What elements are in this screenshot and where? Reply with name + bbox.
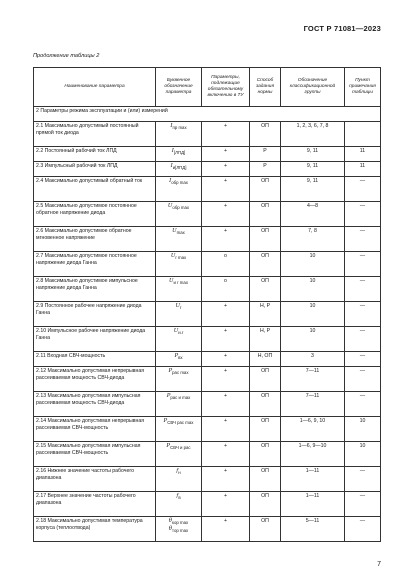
symbol-subscript: и r max <box>173 280 188 286</box>
symbol-subscript: рас и max <box>170 395 191 401</box>
norm-method: ОП <box>250 202 281 227</box>
symbol-letter: P <box>166 393 171 399</box>
note-reference: — <box>345 252 381 277</box>
norm-method: ОП <box>250 252 281 277</box>
parameter-name: 2.4 Максимально допустимый обратный ток <box>34 177 156 202</box>
note-reference: 11 <box>345 162 381 177</box>
norm-method: ОП <box>250 177 281 202</box>
symbol-subscript: обр max <box>172 205 190 211</box>
classification-group: 10 <box>281 327 345 352</box>
symbol-subscript: обр max <box>171 180 188 186</box>
table-row <box>34 367 381 392</box>
parameter-name: 2.2 Постоянный рабочий ток ЛПД <box>34 147 156 162</box>
table-row <box>34 277 381 302</box>
classification-group: 4—8 <box>281 202 345 227</box>
inclusion-mark: + <box>202 162 250 177</box>
section-row <box>34 107 381 122</box>
table-row <box>34 352 381 367</box>
symbol-letter: θ <box>168 525 173 532</box>
note-reference: — <box>345 202 381 227</box>
table-row <box>34 252 381 277</box>
inclusion-mark: + <box>202 392 250 417</box>
table-row <box>34 327 381 352</box>
table-row <box>34 227 381 252</box>
classification-group: 9, 11 <box>281 162 345 177</box>
norm-method: ОП <box>250 367 281 392</box>
symbol-subscript: н <box>178 470 181 476</box>
symbol-letter: I <box>170 123 173 129</box>
table-row <box>34 162 381 177</box>
note-reference <box>345 122 381 147</box>
note-reference: 10 <box>345 417 381 442</box>
note-reference: — <box>345 277 381 302</box>
classification-group: 1—6, 9, 10 <box>281 417 345 442</box>
parameter-name: 2.10 Импульсное рабочее напряжение диода Ганна <box>34 327 156 352</box>
classification-group: 9, 11 <box>281 177 345 202</box>
table-row <box>34 442 381 467</box>
note-reference: — <box>345 302 381 327</box>
norm-method: ОП <box>250 517 281 542</box>
parameter-name: 2.1 Максимально допустимый постоянный прямой ток диода <box>34 122 156 147</box>
column-header: Обозначение классификационной группы <box>281 68 345 107</box>
norm-method: ОП <box>250 467 281 492</box>
parameter-name: 2.13 Максимально допустимая импульсная рассеиваемая мощность СВЧ-диода <box>34 392 156 417</box>
symbol-letter: U <box>173 328 179 334</box>
norm-method: Н, Р <box>250 327 281 352</box>
table-continuation-caption: Продолжение таблицы 2 <box>33 53 100 59</box>
symbol-subscript: [ЛПД] <box>173 150 186 156</box>
norm-method: Р <box>250 147 281 162</box>
symbol-letter: I <box>170 163 173 169</box>
norm-method: ОП <box>250 492 281 517</box>
symbol-subscript: в <box>178 495 181 501</box>
note-reference: — <box>345 327 381 352</box>
parameter-name: 2.7 Максимально допустимое постоянное напряжение диода Ганна <box>34 252 156 277</box>
classification-group: 10 <box>281 252 345 277</box>
note-reference: 10 <box>345 442 381 467</box>
classification-group: 10 <box>281 277 345 302</box>
note-reference: — <box>345 227 381 252</box>
symbol-letter: P <box>174 353 179 359</box>
note-reference: — <box>345 467 381 492</box>
classification-group: 3 <box>281 352 345 367</box>
classification-group: 1—11 <box>281 467 345 492</box>
inclusion-mark: + <box>202 352 250 367</box>
symbol-letter: θ <box>168 518 173 524</box>
inclusion-mark: о <box>202 252 250 277</box>
note-reference: — <box>345 352 381 367</box>
inclusion-mark: + <box>202 202 250 227</box>
table-row <box>34 202 381 227</box>
column-header: Наименование параметра <box>34 68 156 107</box>
parameter-symbol <box>156 392 202 417</box>
table-row <box>34 122 381 147</box>
symbol-letter: P <box>163 418 168 424</box>
parameter-symbol <box>156 122 202 147</box>
table-body <box>34 107 381 542</box>
table-row <box>34 417 381 442</box>
parameter-name: 2.9 Постоянное рабочее напряжение диода Ганна <box>34 302 156 327</box>
table-header-row <box>34 68 381 107</box>
parameter-symbol <box>156 177 202 202</box>
symbol-subscript: и.r <box>178 330 184 336</box>
symbol-letter: U <box>169 278 174 284</box>
symbol-letter: U <box>172 228 177 234</box>
table-row <box>34 517 381 542</box>
inclusion-mark: + <box>202 367 250 392</box>
symbol-subscript: СВЧ и рас <box>170 445 191 451</box>
table-row <box>34 302 381 327</box>
symbol-letter: U <box>175 303 181 309</box>
column-header: Буквенное обозначение параметра <box>156 68 202 107</box>
parameter-name: 2.6 Максимально допустимое обратное мгновенное напряжение <box>34 227 156 252</box>
note-reference: — <box>345 177 381 202</box>
symbol-subscript: рас max <box>172 370 189 376</box>
classification-group: 9, 11 <box>281 147 345 162</box>
note-reference: — <box>345 492 381 517</box>
classification-group: 7—11 <box>281 367 345 392</box>
parameter-symbol <box>156 202 202 227</box>
parameter-symbol <box>156 302 202 327</box>
column-header: Пункт примечания таблицы <box>345 68 381 107</box>
symbol-subscript: пр max <box>172 125 187 131</box>
parameter-name: 2.18 Максимально допустимая температура корпуса (теплоотвода) <box>34 517 156 542</box>
symbol-subscript: r <box>180 305 182 311</box>
table-row <box>34 492 381 517</box>
symbol-letter: U <box>170 253 176 259</box>
table-row <box>34 177 381 202</box>
symbol-letter: f <box>176 493 179 499</box>
norm-method: ОП <box>250 227 281 252</box>
parameter-name: 2.3 Импульсный рабочий ток ЛПД <box>34 162 156 177</box>
classification-group: 1, 2, 3, 6, 7, 8 <box>281 122 345 147</box>
document-id: ГОСТ Р 71081—2023 <box>303 24 381 33</box>
parameter-name: 2.17 Верхнее значение частоты рабочего диапазона <box>34 492 156 517</box>
parameter-symbol <box>156 162 202 177</box>
symbol-subscript: тор max <box>172 527 189 533</box>
classification-group: 7, 8 <box>281 227 345 252</box>
norm-method: ОП <box>250 392 281 417</box>
classification-group: 1—6, 9—10 <box>281 442 345 467</box>
parameter-symbol <box>156 517 202 542</box>
inclusion-mark: о <box>202 277 250 302</box>
norm-method: ОП <box>250 442 281 467</box>
norm-method: ОП <box>250 277 281 302</box>
parameter-symbol <box>156 327 202 352</box>
parameter-symbol <box>156 442 202 467</box>
norm-method: Р <box>250 162 281 177</box>
parameter-name: 2.14 Максимально допустимая непрерывная рассеиваемая СВЧ-мощность <box>34 417 156 442</box>
parameter-symbol <box>156 227 202 252</box>
inclusion-mark: + <box>202 147 250 162</box>
parameter-name: 2.8 Максимально допустимое импульсное напряжение диода Ганна <box>34 277 156 302</box>
parameter-name: 2.5 Максимально допустимое постоянное обратное напряжение диода <box>34 202 156 227</box>
norm-method: ОП <box>250 122 281 147</box>
symbol-subscript: СВЧ рас max <box>167 420 194 426</box>
table-row <box>34 467 381 492</box>
symbol-letter: I <box>169 178 172 184</box>
symbol-subscript: max <box>176 230 185 236</box>
parameter-name: 2.15 Максимально допустимая импульсная рассеиваемая СВЧ-мощность <box>34 442 156 467</box>
parameter-name: 2.12 Максимально допустимая непрерывная рассеиваемая мощность СВЧ-диода <box>34 367 156 392</box>
parameter-symbol <box>156 352 202 367</box>
parameter-symbol <box>156 417 202 442</box>
classification-group: 10 <box>281 302 345 327</box>
column-header: Способ задания нормы <box>250 68 281 107</box>
inclusion-mark: + <box>202 227 250 252</box>
note-reference: 11 <box>345 147 381 162</box>
classification-group: 5—11 <box>281 517 345 542</box>
norm-method: ОП <box>250 417 281 442</box>
parameter-symbol <box>156 492 202 517</box>
inclusion-mark: + <box>202 492 250 517</box>
symbol-letter: P <box>168 368 173 374</box>
parameter-name: 2.16 Нижнее значение частоты рабочего диапазона <box>34 467 156 492</box>
inclusion-mark: + <box>202 302 250 327</box>
inclusion-mark: + <box>202 467 250 492</box>
inclusion-mark: + <box>202 122 250 147</box>
symbol-letter: P <box>166 443 171 449</box>
norm-method: Н, Р <box>250 302 281 327</box>
symbol-subscript: и[ЛПД] <box>172 165 187 171</box>
note-reference: — <box>345 367 381 392</box>
table-row <box>34 392 381 417</box>
section-title: 2 Параметры режима эксплуатации и (или) измерений <box>34 107 381 122</box>
symbol-subscript: кор max <box>172 520 189 526</box>
parameter-symbol <box>156 367 202 392</box>
note-reference: — <box>345 392 381 417</box>
classification-group: 7—11 <box>281 392 345 417</box>
note-reference: — <box>345 517 381 542</box>
parameters-table <box>33 67 381 542</box>
parameter-name: 2.11 Входная СВЧ-мощность <box>34 352 156 367</box>
symbol-subscript: вх <box>178 355 183 361</box>
inclusion-mark: + <box>202 517 250 542</box>
parameter-symbol <box>156 277 202 302</box>
inclusion-mark: + <box>202 327 250 352</box>
symbol-letter: I <box>171 148 174 154</box>
parameter-symbol <box>156 252 202 277</box>
inclusion-mark: + <box>202 442 250 467</box>
parameter-symbol <box>156 147 202 162</box>
symbol-letter: U <box>167 203 173 209</box>
column-header: Параметры, подлежащие обязательному включению в ТУ <box>202 68 250 107</box>
classification-group: 1—11 <box>281 492 345 517</box>
table-row <box>34 147 381 162</box>
symbol-subscript: r max <box>175 255 187 261</box>
inclusion-mark: + <box>202 417 250 442</box>
parameter-symbol <box>156 467 202 492</box>
symbol-letter: f <box>176 468 179 474</box>
page-number: 7 <box>377 561 381 568</box>
norm-method: Н, ОП <box>250 352 281 367</box>
inclusion-mark: + <box>202 177 250 202</box>
